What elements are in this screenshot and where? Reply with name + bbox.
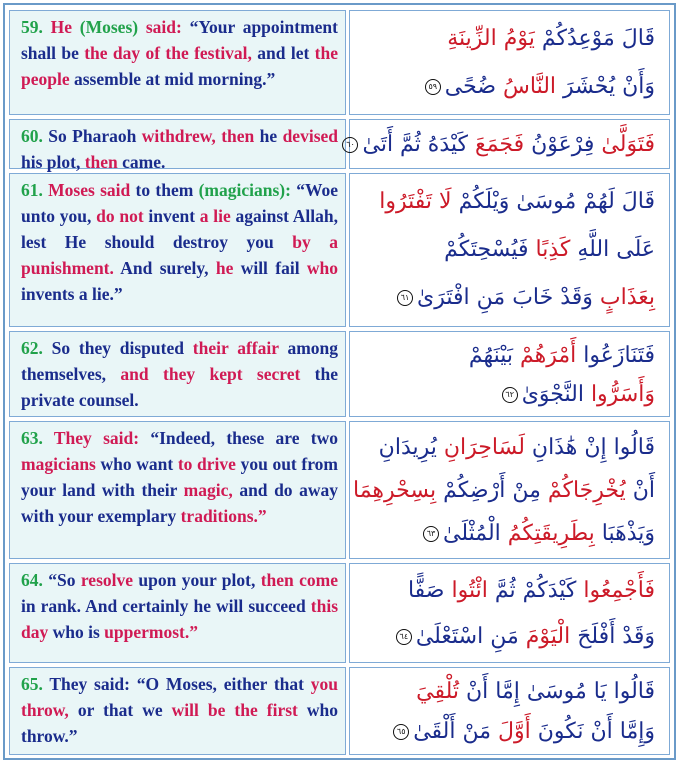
translation-segment: resolve	[80, 570, 139, 590]
arabic-text	[349, 667, 670, 755]
arabic-segment: قَالَ لَهُمْ مُوسَىٰ وَيْلَكُمْ	[451, 189, 655, 214]
arabic-segment: صَفًّا	[407, 578, 445, 603]
translation-segment: withdrew, then	[141, 126, 260, 146]
arabic-segment: قَالُوا إِنْ هَٰذَانِ	[524, 435, 655, 460]
translation-segment: a lie	[199, 206, 236, 226]
translation-segment: will fail	[240, 258, 307, 278]
arabic-text	[349, 421, 670, 559]
arabic-segment: النَّجْوَىٰ	[521, 382, 584, 407]
translation-segment: and do away with your exemplary	[21, 480, 338, 526]
translation-segment: the day of the festival,	[84, 43, 258, 63]
translation-segment: And surely,	[120, 258, 216, 278]
translation-segment: “So	[48, 570, 81, 590]
arabic-line	[358, 712, 655, 752]
arabic-segment: بِسِحْرِهِمَا	[353, 478, 437, 503]
translation-segment: will be the first	[171, 700, 307, 720]
arabic-segment: يَوْمُ الزِّينَةِ	[447, 26, 535, 51]
verse-row-1	[9, 10, 670, 115]
translation-segment: his plot,	[21, 152, 85, 172]
translation-segment: he will succeed	[193, 596, 311, 616]
arabic-line	[358, 226, 655, 274]
translation-segment: the people	[21, 43, 338, 89]
arabic-segment: تُلْقِيَ	[416, 679, 460, 704]
verse-number: 59.	[21, 17, 51, 37]
arabic-segment: يُخْرِجَاكُمْ	[540, 478, 626, 503]
translation-segment: he	[215, 258, 241, 278]
arabic-segment: ضُحًى	[444, 74, 497, 99]
arabic-segment: فَأَجْمِعُوا	[576, 578, 655, 603]
arabic-segment: بِعَذَابٍ	[592, 285, 655, 310]
verse-number: 64.	[21, 570, 49, 590]
arabic-segment: فَتَوَلَّىٰ	[594, 132, 655, 157]
arabic-line	[358, 375, 655, 414]
translation-segment: and they	[120, 364, 210, 384]
translation-segment: then come	[260, 570, 338, 590]
arabic-segment: مِنْ أَرْضِكُمْ	[436, 478, 541, 503]
arabic-segment: فِرْعَوْنُ	[524, 132, 595, 157]
translation-segment: devised	[282, 126, 339, 146]
arabic-line	[358, 63, 655, 111]
arabic-segment: يُرِيدَانِ	[378, 435, 437, 460]
arabic-segment: لَسَاحِرَانِ	[436, 435, 525, 460]
verse-row-6	[9, 563, 670, 663]
arabic-line	[358, 426, 655, 469]
translation-segment: Moses	[48, 180, 101, 200]
translation-segment: So they disputed	[51, 338, 193, 358]
ayah-end-marker-icon: ٦١	[397, 290, 413, 306]
verse-number: 62.	[21, 338, 52, 358]
translation-segment: who is	[52, 622, 105, 642]
arabic-segment: بَيْنَهُمْ	[468, 343, 513, 368]
translation-segment: said:	[145, 17, 190, 37]
translation-segment: came.	[122, 152, 166, 172]
translation-segment: invent	[148, 206, 200, 226]
arabic-segment: فَتَنَازَعُوا	[576, 343, 655, 368]
translation-segment: or that we	[77, 700, 172, 720]
translation-segment: who throw.”	[21, 700, 339, 746]
translation-segment: He	[50, 17, 80, 37]
arabic-segment: كَيْدَهُ ثُمَّ أَتَىٰ	[362, 132, 468, 157]
english-translation	[9, 10, 346, 115]
translation-segment: They said:	[49, 674, 137, 694]
arabic-line	[358, 614, 655, 660]
translation-segment: to them	[135, 180, 199, 200]
arabic-segment: الْيَوْمَ	[518, 624, 571, 649]
arabic-segment: قَالَ مَوْعِدُكُمْ	[534, 26, 655, 51]
arabic-line	[358, 672, 655, 712]
arabic-text	[349, 173, 670, 327]
arabic-line	[358, 15, 655, 63]
ayah-end-marker-icon: ٦٣	[423, 526, 439, 542]
translation-segment: against Allah, lest He should destroy you	[21, 206, 338, 252]
arabic-segment: أَمْرَهُمْ	[513, 343, 577, 368]
arabic-text	[346, 119, 670, 169]
verse-number: 65.	[21, 674, 50, 694]
verse-row-7	[9, 667, 670, 755]
arabic-line	[358, 568, 655, 614]
arabic-segment: وَيَذْهَبَا	[594, 521, 655, 546]
translation-segment: your plot,	[181, 570, 261, 590]
translation-segment: the private counsel.	[21, 364, 338, 410]
arabic-line	[353, 469, 655, 512]
arabic-text	[349, 10, 670, 115]
ayah-end-marker-icon: ٦٤	[396, 629, 412, 645]
arabic-line	[358, 274, 655, 322]
translation-segment: They said:	[53, 428, 151, 448]
verse-number: 61.	[21, 180, 49, 200]
arabic-segment: الْمُثْلَىٰ	[442, 521, 501, 546]
translation-segment: assemble at mid morning.”	[74, 69, 276, 89]
translation-segment: either that	[223, 674, 311, 694]
arabic-segment: وَقَدْ خَابَ مَنِ افْتَرَىٰ	[417, 285, 593, 310]
translation-segment: you throw,	[21, 674, 338, 720]
translation-segment: who	[306, 258, 339, 278]
arabic-line	[358, 336, 655, 375]
verse-number: 63.	[21, 428, 54, 448]
arabic-segment: مَنْ أَلْقَىٰ	[413, 719, 492, 744]
arabic-segment: عَلَى اللَّهِ	[570, 237, 655, 262]
translation-segment: do not	[96, 206, 149, 226]
arabic-segment: مَنِ اسْتَعْلَىٰ	[415, 624, 519, 649]
ayah-end-marker-icon: ٦٠	[342, 137, 358, 153]
arabic-segment: وَأَنْ يُحْشَرَ	[556, 74, 655, 99]
english-translation	[9, 331, 346, 417]
arabic-segment: أَنْ	[625, 478, 655, 503]
translation-segment: (Moses)	[79, 17, 146, 37]
arabic-segment: قَالُوا يَا مُوسَىٰ إِمَّا أَنْ	[459, 679, 655, 704]
ayah-end-marker-icon: ٥٩	[425, 79, 441, 95]
translation-segment: then	[84, 152, 123, 172]
translation-segment: “O Moses,	[136, 674, 224, 694]
translation-segment: “Woe unto you,	[21, 180, 339, 226]
ayah-end-marker-icon: ٦٥	[393, 724, 409, 740]
translation-segment: this day	[21, 596, 338, 642]
translation-segment: “Your appointment shall be	[21, 17, 338, 63]
translation-segment: to drive	[177, 454, 241, 474]
translation-segment: said	[100, 180, 136, 200]
arabic-segment: كَذِبًا	[528, 237, 571, 262]
translation-segment: by a punishment.	[21, 232, 338, 278]
arabic-segment: أَوَّلَ	[491, 719, 531, 744]
english-translation	[9, 667, 346, 755]
verse-row-4	[9, 331, 670, 417]
translation-segment: So Pharaoh	[48, 126, 142, 146]
arabic-text	[349, 331, 670, 417]
translation-segment: among themselves,	[21, 338, 338, 384]
english-translation	[9, 563, 346, 663]
translation-segment: traditions.”	[180, 506, 267, 526]
verse-row-3	[9, 173, 670, 327]
translation-segment: kept secret	[209, 364, 315, 384]
translation-segment: in rank. And certainly	[21, 596, 194, 616]
arabic-segment: كَيْدَكُمْ ثُمَّ	[487, 578, 577, 603]
verse-table	[3, 3, 676, 760]
arabic-segment: وَإِمَّا أَنْ نَكُونَ	[530, 719, 655, 744]
translation-segment: invents a lie.”	[21, 284, 123, 304]
translation-segment: you out from your land with their	[21, 454, 338, 500]
english-translation	[9, 421, 346, 559]
translation-segment: who want	[100, 454, 178, 474]
arabic-segment: فَيُسْحِتَكُمْ	[444, 237, 529, 262]
arabic-text	[349, 563, 670, 663]
translation-segment: and let	[257, 43, 315, 63]
arabic-segment: لَا تَفْتَرُوا	[379, 189, 452, 214]
ayah-end-marker-icon: ٦٢	[502, 387, 518, 403]
arabic-segment: وَقَدْ أَفْلَحَ	[570, 624, 655, 649]
translation-segment: he	[259, 126, 283, 146]
arabic-segment: ائْتُوا	[444, 578, 488, 603]
verse-number: 60.	[21, 126, 49, 146]
translation-segment: uppermost.”	[104, 622, 198, 642]
english-translation	[9, 173, 346, 327]
translation-segment: “Indeed, these are two	[150, 428, 338, 448]
arabic-line	[346, 124, 655, 166]
translation-segment: magicians	[21, 454, 101, 474]
arabic-segment: وَأَسَرُّوا	[583, 382, 655, 407]
arabic-line	[358, 512, 655, 555]
verse-row-5	[9, 421, 670, 559]
translation-segment: upon	[138, 570, 182, 590]
translation-segment: their affair	[192, 338, 288, 358]
translation-segment: (magicians):	[198, 180, 297, 200]
arabic-segment: فَجَمَعَ	[468, 132, 525, 157]
translation-segment: magic,	[183, 480, 240, 500]
arabic-segment: بِطَرِيقَتِكُمُ	[500, 521, 595, 546]
arabic-segment: النَّاسُ	[496, 74, 557, 99]
english-translation	[9, 119, 346, 172]
arabic-line	[358, 178, 655, 226]
verse-row-2	[9, 119, 670, 172]
